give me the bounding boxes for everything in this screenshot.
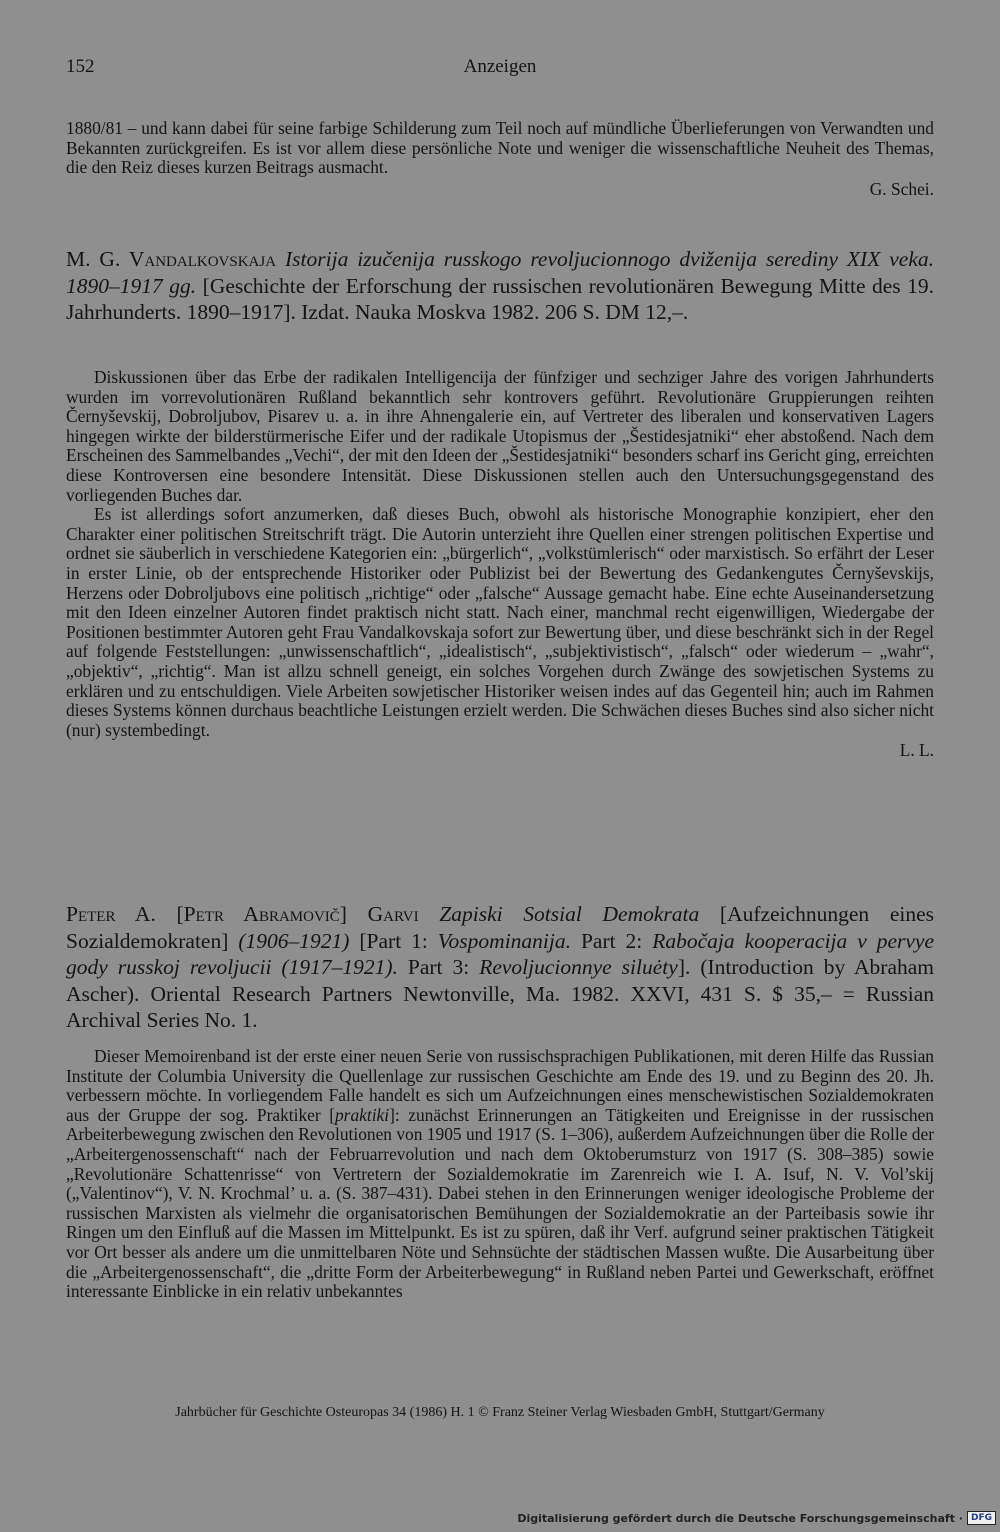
review2-paragraph-italic: praktiki bbox=[334, 1104, 390, 1125]
review2-part2-label: Part 2: bbox=[580, 928, 643, 953]
review1-body bbox=[66, 368, 934, 760]
review2-paragraph-end: ]: zunächst Erinnerungen an Tätigkeiten und Ereignisse in der russischen Arbeiterbewegung zwischen den Revolutionen von 1905 und 1917 (S. 1–306), außerdem Aufzeichnungen über die Rolle der „Arbeitergenossenschaft“ nach der Februarrevolution und nach dem Oktoberumsturz von 1917 (S. 308–385) sowie „Revolutionäre Schattenrisse“ von Vertretern der Sozialdemokratie im Zarenreich wie I. A. Isuf, N. V. Vol’skij („Valentinov“), V. N. Krochmal’ u. a. (S. 387–431). Dabei stehen in den Erinnerungen weniger ideologische Probleme der russischen Marxisten als vielmehr die organisatorischen Bemühungen der Sozialdemokratie an der Parteibasis sowie ihr Ringen um den Einfluß auf die Massen im Mittelpunkt. Es ist zu spüren, daß ihr Verf. aufgrund seiner praktischen Tätigkeit vor Ort besser als andere um die unmittelbaren Nöte und Sehnsüchte der städtischen Massen wußte. Die Ausarbeitung über die „Arbeitergenossenschaft“, die „dritte Form der Arbeiterbewegung“ in Rußland neben Partei und Gewerkschaft, eröffnet interessante Einblicke in ein relativ unbekanntes bbox=[66, 1104, 934, 1302]
page-number: 152 bbox=[66, 56, 95, 77]
review2-part1-title: Vospominanija. bbox=[437, 928, 571, 953]
review2-translated-title: [Aufzeichnungen eines Sozialdemokraten] bbox=[66, 902, 934, 953]
digitization-credit bbox=[517, 1508, 996, 1528]
review1-heading bbox=[66, 246, 934, 326]
intro-signature: G. Schei. bbox=[869, 178, 934, 199]
intro-paragraph-block bbox=[66, 119, 934, 199]
review1-paragraph-2: Es ist allerdings sofort anzumerken, daß dieses Buch, obwohl als historische Monographie konzipiert, eher den Charakter einer politischen Streitschrift trägt. Die Autorin unterzieht ihre Quellen einer strengen politischen Expertise und ordnet sie säuberlich in verschiedene Kategorien ein: „bürgerlich“, „volkstümlerisch“ oder marxistisch. So erfährt der Leser in erster Linie, ob der entsprechende Historiker oder Publizist bei der Bewertung des Gedankengutes Černyševskijs, Herzens oder Dobroljubovs eine politisch „richtige“ oder „falsche“ Aussage gemacht habe. Eine echte Auseinandersetzung mit den Ideen einzelner Autoren findet praktisch nicht statt. Nach einer, manchmal recht eigenwilligen, Wiedergabe der Positionen bestimmter Autoren geht Frau Vandalkovskaja sofort zur Bewertung über, und diese beschränkt sich in der Regel auf folgende Feststellungen: „unwissenschaftlich“, „idealistisch“, „subjektivistisch“, „falsch“ oder wiederum – „wahr“, „objektiv“, „richtig“. Man ist allzu schnell geneigt, ein solches Vorgehen durch Zwänge des sowjetischen Systems zu erklären und zu entschuldigen. Viele Arbeiten sowjetischer Historiker weisen indes auf das Gegenteil hin; auch im Rahmen dieses Systems können durchaus beachtliche Leistungen erzielt werden. Die Schwächen dieses Buches sind also sicher nicht (nur) systembedingt. bbox=[66, 504, 934, 740]
review1-signature: L. L. bbox=[899, 740, 934, 761]
review2-part1-label: [Part 1: bbox=[359, 928, 428, 953]
review1-details: [Geschichte der Erforschung der russischen revolutionären Bewegung Mitte des 19. Jahrhunderts. 1890–1917]. Izdat. Nauka Moskva 1982. 206 S. DM 12,–. bbox=[66, 273, 935, 324]
dfg-logo: DFG bbox=[967, 1511, 996, 1525]
page-header bbox=[66, 56, 934, 84]
review2-part3-label: Part 3: bbox=[407, 955, 470, 979]
review2-author: Peter A. [Petr Abramovič] Garvi bbox=[66, 902, 419, 926]
review1-author: M. G. Vandalkovskaja bbox=[66, 247, 277, 271]
intro-paragraph: 1880/81 – und kann dabei für seine farbige Schilderung zum Teil noch auf mündliche Überlieferungen von Verwandten und Bekannten zurückgreifen. Es ist vor allem diese persönliche Note und weniger die wissenschaftliche Neuheit des Themas, die den Reiz dieses kurzen Beitrags ausmacht. bbox=[66, 118, 934, 178]
review2-years: (1906–1921) bbox=[238, 928, 350, 953]
journal-citation: Jahrbücher für Geschichte Osteuropas 34 (1986) H. 1 © Franz Steiner Verlag Wiesbaden GmbH, Stuttgart/Germany bbox=[175, 1405, 825, 1420]
review2-heading bbox=[66, 901, 934, 1034]
review2-body bbox=[66, 1047, 934, 1302]
section-title: Anzeigen bbox=[463, 56, 537, 77]
review2-part2-title: Rabočaja kooperacija v pervye gody russkoj revoljucii (1917–1921). bbox=[66, 928, 934, 979]
digitization-note: Digitalisierung gefördert durch die Deutsche Forschungsgemeinschaft · bbox=[517, 1511, 963, 1525]
review1-paragraph-1: Diskussionen über das Erbe der radikalen Intelligencija der fünfziger und sechziger Jahre des vorigen Jahrhunderts wurden im vorrevolutionären Rußland bekanntlich sehr kontrovers geführt. Revolutionäre Gruppierungen reihten Černyševskij, Dobroljubov, Pisarev u. a. in ihre Ahnengalerie ein, auf Vertreter des liberalen und konservativen Lagers hingegen wirkte der bilderstürmerische Eifer und der radikale Utopismus der „Šestidesjatniki“ eher abstoßend. Nach dem Erscheinen des Sammelbandes „Vechi“, der mit den Ideen der „Šestidesjatniki“ besonders scharf ins Gericht ging, erreichten diese Kontroversen eine besondere Intensität. Diese Diskussionen stellen auch den Untersuchungsgegenstand des vorliegenden Buches dar. bbox=[66, 367, 934, 505]
review2-part3-title: Revoljucionnye siluėty bbox=[479, 955, 678, 979]
review2-paragraph-start: Dieser Memoirenband ist der erste einer neuen Serie von russischsprachigen Publikationen, mit deren Hilfe das Russian Institute der Columbia University die Quellenlage zur russischen Geschichte am Ende des 19. und zu Beginn des 20. Jh. verbessern möchte. In vorliegendem Falle handelt es sich um Aufzeichnungen eines menschewistischen Sozialdemokraten aus der Gruppe der sog. Praktiker [ bbox=[66, 1046, 934, 1125]
review2-paragraph bbox=[66, 1047, 934, 1302]
review2-title: Zapiski Sotsial Demokrata bbox=[439, 902, 700, 926]
review2-details: ]. (Introduction by Abraham Ascher). Oriental Research Partners Newtonville, Ma. 1982. XXVI, 431 S. $ 35,– = Russian Archival Series No. 1. bbox=[66, 955, 935, 1032]
review1-title: Istorija izučenija russkogo revoljucionnogo dviženija serediny XIX veka. 1890–1917 gg. bbox=[66, 247, 935, 298]
